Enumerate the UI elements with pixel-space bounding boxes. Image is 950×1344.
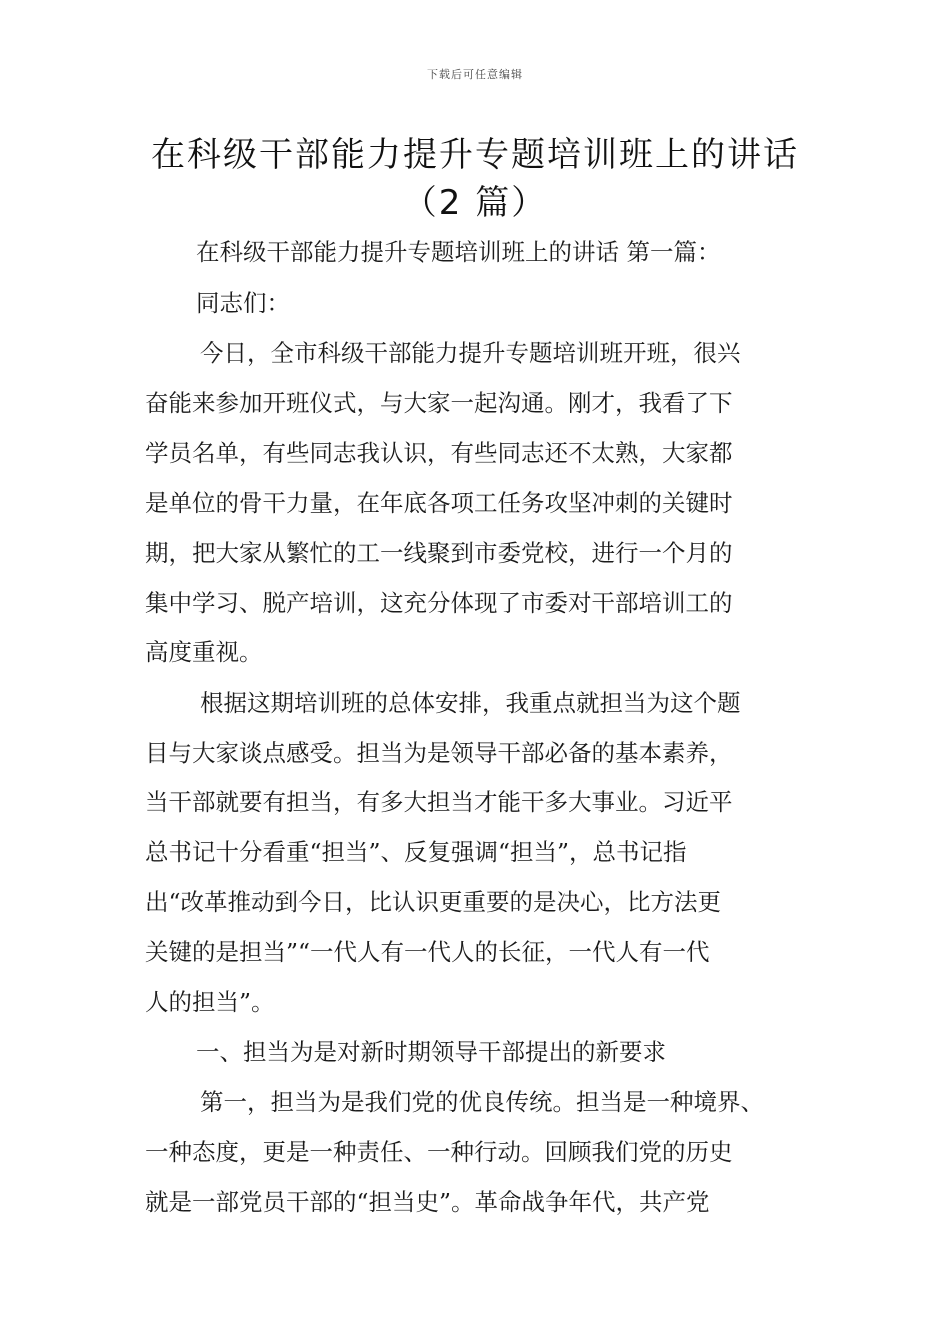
- paragraph-line: 学员名单，有些同志我认识，有些同志还不太熟，大家都: [145, 439, 733, 467]
- paragraph-line: 高度重视。: [145, 638, 263, 666]
- section-heading: 一、担当为是对新时期领导干部提出的新要求: [196, 1038, 666, 1066]
- document-title: 在科级干部能力提升专题培训班上的讲话: [151, 135, 799, 175]
- speech-heading: 在科级干部能力提升专题培训班上的讲话 第一篇：: [196, 238, 721, 266]
- paragraph-line: 今日，全市科级干部能力提升专题培训班开班，很兴: [200, 339, 741, 367]
- paragraph-line: 出“改革推动到今日，比认识更重要的是决心，比方法更: [145, 888, 722, 916]
- paragraph-line: 期，把大家从繁忙的工一线聚到市委党校，进行一个月的: [145, 539, 733, 567]
- paragraph-line: 第一，担当为是我们党的优良传统。担当是一种境界、: [200, 1088, 764, 1116]
- paragraph-line: 总书记十分看重“担当”、反复强调“担当”，总书记指: [145, 838, 687, 866]
- paragraph-line: 一种态度，更是一种责任、一种行动。回顾我们党的历史: [145, 1138, 733, 1166]
- download-note: 下载后可任意编辑: [427, 68, 523, 81]
- salutation: 同志们：: [196, 289, 290, 317]
- paragraph-line: 是单位的骨干力量，在年底各项工任务攻坚冲刺的关键时: [145, 489, 733, 517]
- paragraph-line: 目与大家谈点感受。担当为是领导干部必备的基本素养，: [145, 739, 733, 767]
- paragraph-line: 人的担当”。: [145, 988, 275, 1016]
- paragraph-line: 奋能来参加开班仪式，与大家一起沟通。刚才，我看了下: [145, 389, 733, 417]
- paragraph-line: 关键的是担当”“一代人有一代人的长征，一代人有一代: [145, 938, 710, 966]
- paragraph-line: 根据这期培训班的总体安排，我重点就担当为这个题: [200, 689, 741, 717]
- document-title-count: （2 篇）: [402, 183, 548, 223]
- paragraph-line: 就是一部党员干部的“担当史”。革命战争年代，共产党: [145, 1188, 710, 1216]
- paragraph-line: 集中学习、脱产培训，这充分体现了市委对干部培训工的: [145, 589, 733, 617]
- paragraph-line: 当干部就要有担当，有多大担当才能干多大事业。习近平: [145, 788, 733, 816]
